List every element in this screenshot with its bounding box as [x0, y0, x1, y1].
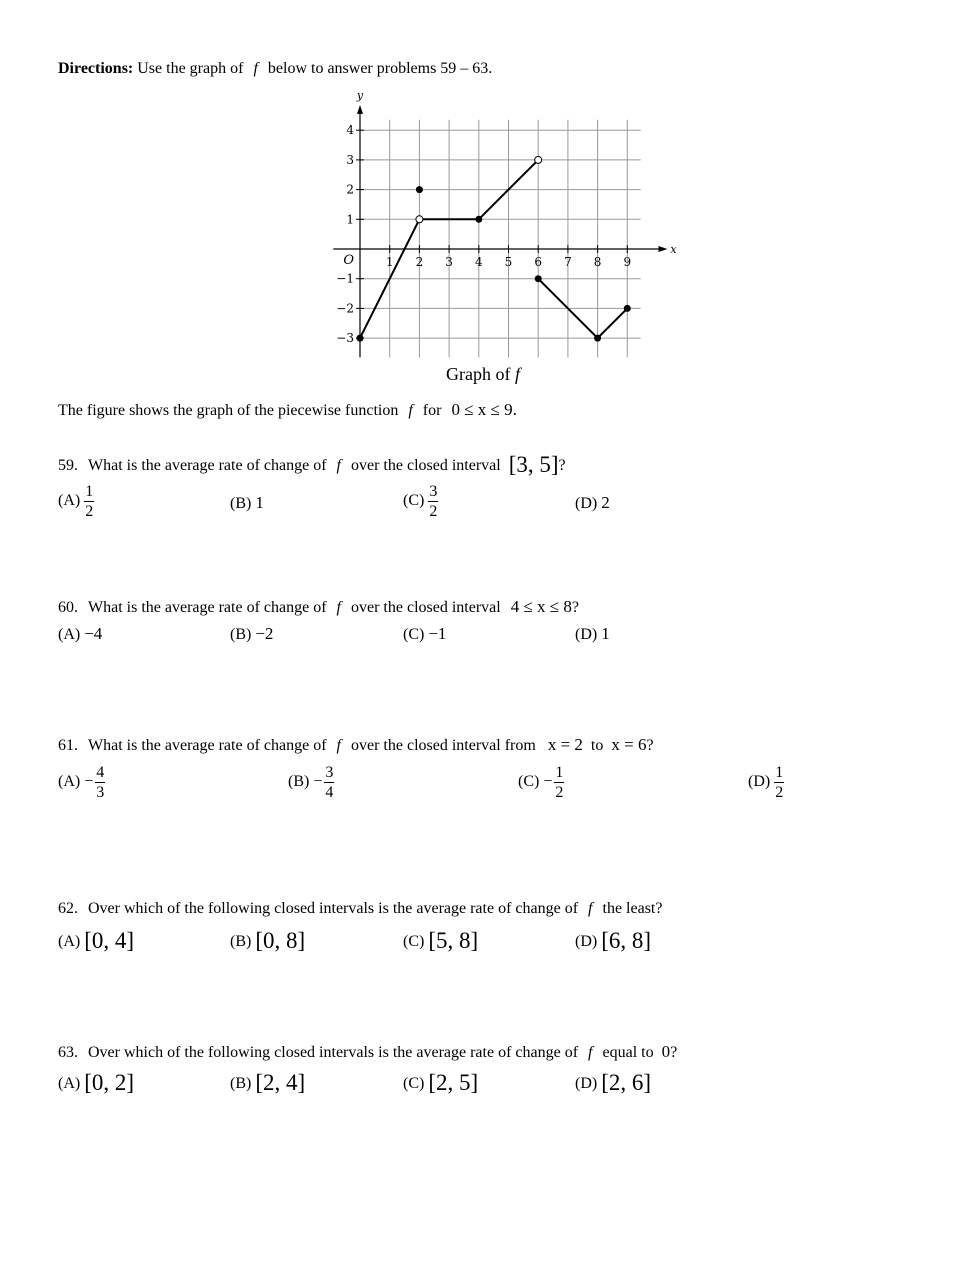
option-label: (A) — [58, 933, 81, 950]
question-func: f — [336, 599, 341, 616]
option-label: (D) — [748, 773, 771, 791]
graph-ticks — [336, 123, 631, 345]
y-tick-label: −1 — [336, 271, 354, 286]
option-fraction: $\frac{3}{4}$ — [325, 764, 334, 801]
option-63-a[interactable] — [58, 1068, 134, 1094]
question-mark: ? — [558, 457, 566, 474]
option-label: (D) — [575, 495, 598, 512]
y-axis-label: y — [356, 89, 364, 103]
graph-grid — [360, 120, 641, 358]
option-value: −2 — [255, 624, 274, 643]
directions-text: Use the graph of — [137, 60, 244, 77]
option-label: (C) — [403, 933, 425, 950]
option-62-a[interactable] — [58, 926, 134, 952]
question-59 — [58, 450, 566, 476]
question-text: What is the average rate of change of — [88, 599, 327, 616]
option-value: [6, 8] — [601, 928, 652, 953]
option-61-d[interactable] — [748, 763, 784, 802]
x-axis-label: x — [670, 243, 677, 256]
x-tick-label: 2 — [415, 255, 424, 269]
option-value: −1 — [428, 624, 447, 643]
x-tick-label: 6 — [534, 255, 543, 269]
directions-text-after: below to answer problems 59 – 63. — [267, 60, 493, 77]
option-label: (B) — [230, 1075, 252, 1092]
question-text: What is the average rate of change of — [88, 457, 327, 474]
description-text: The figure shows the graph of the piecewise function — [58, 402, 399, 419]
option-fraction: $\frac{1}{2}$ — [85, 483, 94, 520]
question-60 — [58, 597, 579, 617]
description-func: f — [408, 402, 413, 419]
question-text: over the closed interval — [351, 599, 501, 616]
y-tick-label: 2 — [346, 182, 354, 197]
x-tick-label: 8 — [593, 255, 602, 269]
option-62-c[interactable] — [403, 926, 478, 952]
closed-point — [624, 305, 631, 312]
closed-point — [535, 275, 542, 282]
option-60-b[interactable] — [230, 624, 273, 644]
option-60-d[interactable] — [575, 624, 610, 644]
x-tick-label: 3 — [445, 255, 453, 269]
question-text: over the closed interval — [351, 457, 501, 474]
option-value: [0, 8] — [255, 928, 306, 953]
description — [58, 400, 517, 420]
option-label: (C) — [403, 492, 425, 510]
option-sign: − — [313, 773, 323, 791]
option-value: [0, 4] — [84, 928, 135, 953]
option-59-b[interactable] — [230, 493, 264, 513]
option-value: [2, 6] — [601, 1070, 652, 1095]
option-value: [5, 8] — [428, 928, 479, 953]
option-value: [0, 2] — [84, 1070, 135, 1095]
option-fraction: $\frac{4}{3}$ — [96, 764, 105, 801]
option-value: [2, 5] — [428, 1070, 479, 1095]
question-mark: ? — [646, 737, 654, 754]
question-61 — [58, 735, 654, 755]
question-func: f — [336, 737, 341, 754]
option-value: 2 — [601, 493, 610, 512]
option-label: (C) — [518, 773, 540, 791]
option-label: (A) — [58, 626, 81, 643]
question-number: 63. — [58, 1044, 78, 1061]
option-sign: − — [543, 773, 553, 791]
option-label: (D) — [575, 933, 598, 950]
option-63-c[interactable] — [403, 1068, 478, 1094]
y-axis-arrow — [357, 105, 363, 114]
question-interval: 4 ≤ x ≤ 8 — [510, 597, 572, 616]
option-61-a[interactable] — [58, 763, 105, 802]
open-point — [535, 156, 542, 163]
question-text: Over which of the following closed intervals is the average rate of change of — [88, 900, 579, 917]
option-label: (A) — [58, 1075, 81, 1092]
description-for: for — [422, 402, 442, 419]
option-59-a[interactable] — [58, 482, 94, 521]
question-func: f — [588, 900, 593, 917]
directions-label: Directions: — [58, 60, 134, 77]
option-fraction: $\frac{3}{2}$ — [429, 483, 438, 520]
question-text: What is the average rate of change of — [88, 737, 327, 754]
option-value: [2, 4] — [255, 1070, 306, 1095]
graph-title — [446, 364, 520, 385]
option-61-c[interactable] — [518, 763, 564, 802]
option-61-b[interactable] — [288, 763, 334, 802]
x-tick-label: 5 — [504, 255, 513, 269]
y-tick-label: 4 — [346, 123, 354, 138]
question-number: 59. — [58, 457, 78, 474]
option-label: (B) — [230, 933, 252, 950]
question-text: equal to — [602, 1044, 654, 1061]
option-label: (C) — [403, 626, 425, 643]
option-63-d[interactable] — [575, 1068, 651, 1094]
option-label: (B) — [230, 495, 252, 512]
option-60-c[interactable] — [403, 624, 446, 644]
option-label: (A) — [58, 773, 81, 791]
question-mark: ? — [670, 1044, 678, 1061]
origin-label: O — [343, 253, 354, 268]
option-60-a[interactable] — [58, 624, 102, 644]
function-graph — [0, 0, 979, 400]
option-value: 1 — [601, 624, 610, 643]
question-number: 60. — [58, 599, 78, 616]
description-inequality: 0 ≤ x ≤ 9. — [451, 400, 517, 419]
question-mark: ? — [571, 599, 579, 616]
question-value: x = 2 — [547, 735, 583, 754]
open-point — [416, 216, 423, 223]
closed-point — [594, 335, 601, 342]
graph-title-func: f — [514, 364, 520, 384]
question-text: to — [590, 737, 604, 754]
option-value: 1 — [255, 493, 264, 512]
question-text: the least? — [602, 900, 663, 917]
option-label: (D) — [575, 626, 598, 643]
closed-point — [416, 186, 423, 193]
option-63-b[interactable] — [230, 1068, 305, 1094]
question-interval: [3, 5] — [508, 452, 559, 477]
question-number: 61. — [58, 737, 78, 754]
option-62-b[interactable] — [230, 926, 305, 952]
question-func: f — [588, 1044, 593, 1061]
x-tick-label: 1 — [385, 255, 394, 269]
y-tick-label: 3 — [346, 152, 354, 167]
x-tick-label: 9 — [623, 255, 632, 269]
option-value: −4 — [84, 624, 103, 643]
question-62 — [58, 900, 662, 918]
option-sign: − — [84, 773, 94, 791]
question-func: f — [336, 457, 341, 474]
option-62-d[interactable] — [575, 926, 651, 952]
option-label: (B) — [288, 773, 310, 791]
option-59-d[interactable] — [575, 493, 610, 513]
question-value: 0 — [661, 1042, 671, 1061]
closed-point — [357, 335, 364, 342]
closed-point — [475, 216, 482, 223]
x-tick-label: 7 — [564, 255, 572, 269]
x-tick-label: 4 — [474, 255, 483, 269]
question-text: over the closed interval from — [351, 737, 536, 754]
question-number: 62. — [58, 900, 78, 917]
question-63 — [58, 1042, 677, 1062]
question-text: Over which of the following closed intervals is the average rate of change of — [88, 1044, 579, 1061]
option-label: (C) — [403, 1075, 425, 1092]
option-59-c[interactable] — [403, 482, 438, 521]
y-tick-label: −3 — [336, 331, 354, 346]
y-tick-label: 1 — [346, 212, 354, 227]
option-label: (B) — [230, 626, 252, 643]
function-name: f — [253, 60, 258, 77]
option-fraction: $\frac{1}{2}$ — [775, 764, 784, 801]
y-tick-label: −2 — [336, 301, 354, 316]
question-value: x = 6 — [611, 735, 647, 754]
x-axis-arrow — [658, 246, 667, 252]
graph-title-text: Graph of — [446, 364, 511, 384]
option-label: (D) — [575, 1075, 598, 1092]
option-label: (A) — [58, 492, 81, 510]
option-fraction: $\frac{1}{2}$ — [555, 764, 564, 801]
